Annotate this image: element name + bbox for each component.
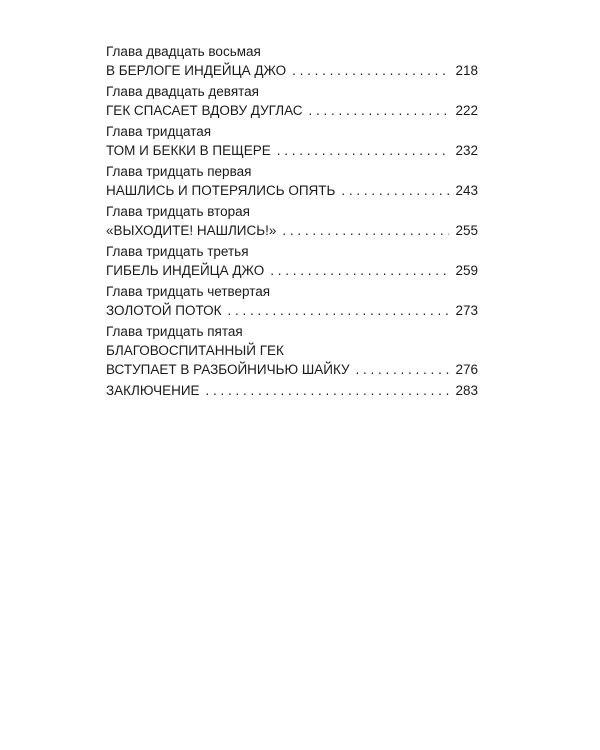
page-number: 218 xyxy=(455,63,478,78)
page-number: 273 xyxy=(455,303,478,318)
page-number: 276 xyxy=(455,362,478,377)
chapter-title: ВСТУПАЕТ В РАЗБОЙНИЧЬЮ ШАЙКУ xyxy=(106,362,350,377)
chapter-title-row xyxy=(106,141,478,162)
page-number: 283 xyxy=(455,383,478,398)
chapter-label: Глава тридцать третья xyxy=(106,244,249,259)
chapter-title-row xyxy=(106,261,478,282)
chapter-title: ТОМ И БЕККИ В ПЕЩЕРЕ xyxy=(106,143,271,158)
chapter-title: ГИБЕЛЬ ИНДЕЙЦА ДЖО xyxy=(106,263,265,278)
dot-leader xyxy=(309,101,450,120)
dot-leader xyxy=(341,181,449,200)
toc-entry-chapter-29[interactable] xyxy=(106,82,478,122)
chapter-title-row xyxy=(106,360,478,381)
chapter-label: Глава тридцать первая xyxy=(106,164,252,179)
page-number: 243 xyxy=(455,183,478,198)
toc-entry-chapter-30[interactable] xyxy=(106,122,478,162)
dot-leader xyxy=(292,61,449,80)
chapter-label: Глава двадцать восьмая xyxy=(106,44,261,59)
chapter-label: Глава тридцатая xyxy=(106,124,212,139)
toc-entry-chapter-31[interactable] xyxy=(106,162,478,202)
chapter-title: НАШЛИСЬ И ПОТЕРЯЛИСЬ ОПЯТЬ xyxy=(106,183,336,198)
toc-entry-chapter-34[interactable] xyxy=(106,282,478,322)
chapter-title: ЗАКЛЮЧЕНИЕ xyxy=(106,383,200,398)
chapter-title: «ВЫХОДИТЕ! НАШЛИСЬ!» xyxy=(106,223,277,238)
chapter-title: ГЕК СПАСАЕТ ВДОВУ ДУГЛАС xyxy=(106,103,303,118)
dot-leader xyxy=(277,141,450,160)
chapter-title-row xyxy=(106,221,478,242)
chapter-label: Глава тридцать пятая xyxy=(106,324,243,339)
chapter-title-row xyxy=(106,181,478,202)
chapter-title: ЗОЛОТОЙ ПОТОК xyxy=(106,303,222,318)
chapter-label: Глава тридцать вторая xyxy=(106,204,250,219)
toc-entry-chapter-35[interactable] xyxy=(106,322,478,381)
table-of-contents xyxy=(106,42,478,402)
chapter-title-row xyxy=(106,301,478,322)
chapter-title-line1: БЛАГОВОСПИТАННЫЙ ГЕК xyxy=(106,343,284,358)
toc-entry-chapter-33[interactable] xyxy=(106,242,478,282)
page-number: 259 xyxy=(455,263,478,278)
chapter-title: В БЕРЛОГЕ ИНДЕЙЦА ДЖО xyxy=(106,63,287,78)
dot-leader xyxy=(356,360,450,379)
page-number: 255 xyxy=(455,223,478,238)
dot-leader xyxy=(228,301,450,320)
chapter-title-row xyxy=(106,61,478,82)
toc-entry-chapter-28[interactable] xyxy=(106,42,478,82)
chapter-label: Глава двадцать девятая xyxy=(106,84,259,99)
toc-entry-conclusion[interactable] xyxy=(106,381,478,402)
dot-leader xyxy=(206,381,450,400)
chapter-label: Глава тридцать четвертая xyxy=(106,284,271,299)
page-number: 222 xyxy=(455,103,478,118)
chapter-title-row xyxy=(106,101,478,122)
dot-leader xyxy=(270,261,449,280)
page-number: 232 xyxy=(455,143,478,158)
chapter-title-row xyxy=(106,381,478,402)
toc-entry-chapter-32[interactable] xyxy=(106,202,478,242)
dot-leader xyxy=(282,221,449,240)
